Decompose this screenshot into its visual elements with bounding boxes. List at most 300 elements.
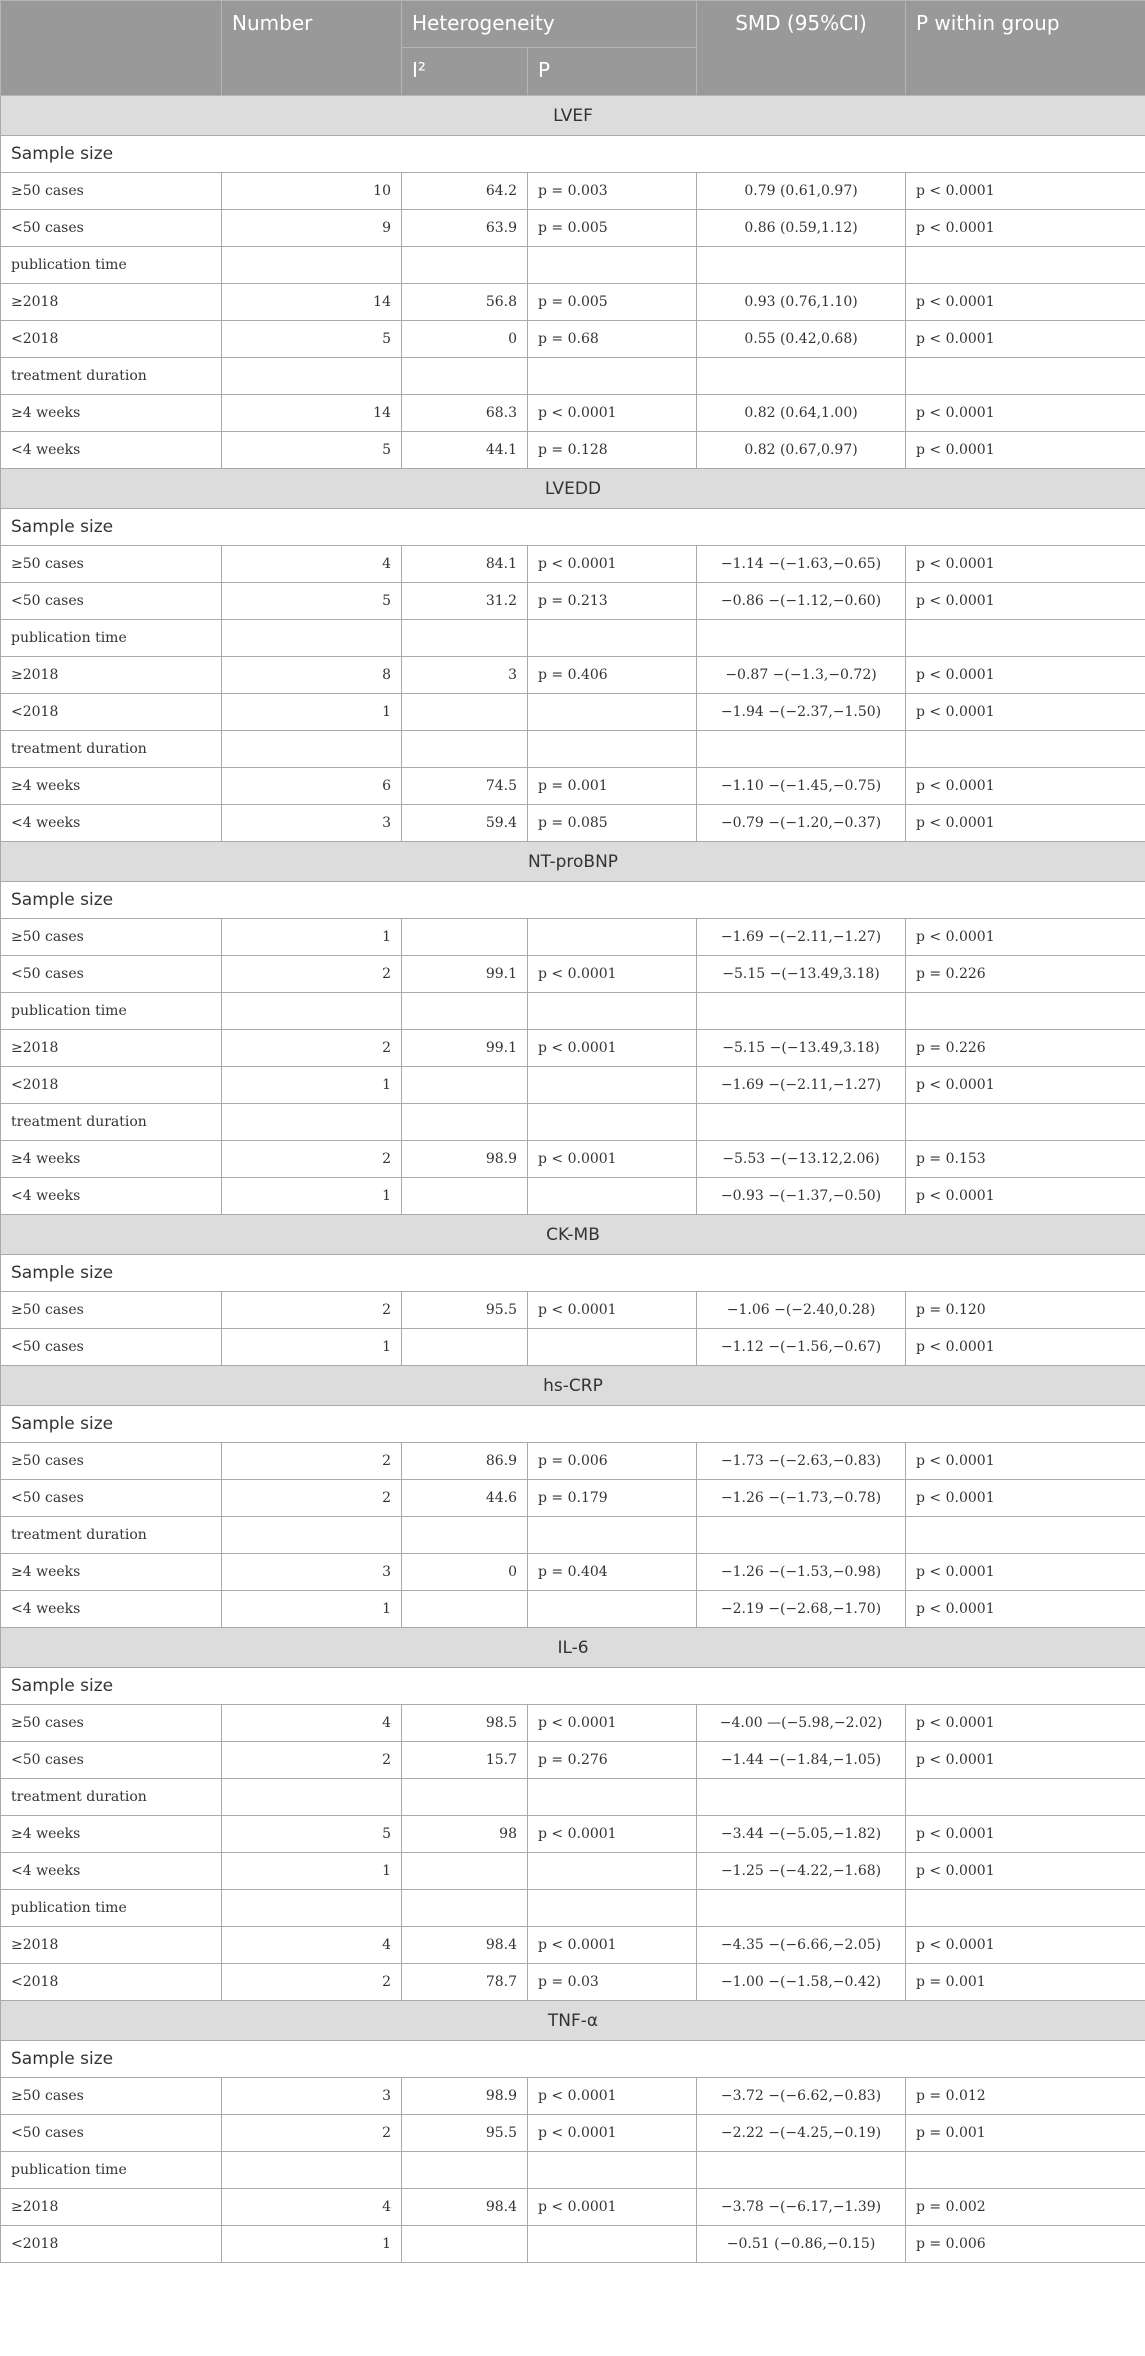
group-row	[1, 2152, 1145, 2189]
row-label: ≥50 cases	[1, 1292, 222, 1329]
i2-cell: 31.2	[402, 583, 528, 620]
i2-cell: 98.9	[402, 2078, 528, 2115]
number-cell: 1	[222, 1178, 402, 1215]
p-cell: p = 0.006	[528, 1443, 697, 1480]
group-label: Sample size	[1, 882, 1145, 919]
row-label: ≥4 weeks	[1, 1554, 222, 1591]
group-label: Sample size	[1, 1668, 1145, 1705]
p-within-cell: p = 0.012	[906, 2078, 1145, 2115]
smd-cell: −1.44 −(−1.84,−1.05)	[697, 1742, 906, 1779]
smd-cell: −1.14 −(−1.63,−0.65)	[697, 546, 906, 583]
section-title: CK-MB	[1, 1215, 1145, 1255]
p-cell: p < 0.0001	[528, 1816, 697, 1853]
smd-cell: −4.35 −(−6.66,−2.05)	[697, 1927, 906, 1964]
table-row	[1, 546, 1145, 583]
p-cell	[528, 1178, 697, 1215]
row-label: ≥4 weeks	[1, 768, 222, 805]
number-cell: 2	[222, 1030, 402, 1067]
i2-cell	[402, 694, 528, 731]
empty-cell	[402, 993, 528, 1030]
table-row	[1, 321, 1145, 358]
section-title: TNF-α	[1, 2001, 1145, 2041]
group-row	[1, 1406, 1145, 1443]
empty-cell	[222, 1779, 402, 1816]
number-cell: 3	[222, 1554, 402, 1591]
smd-cell: −1.25 −(−4.22,−1.68)	[697, 1853, 906, 1890]
smd-cell: −1.26 −(−1.53,−0.98)	[697, 1554, 906, 1591]
p-cell	[528, 1067, 697, 1104]
p-within-cell: p < 0.0001	[906, 321, 1145, 358]
number-cell: 4	[222, 1705, 402, 1742]
group-row	[1, 882, 1145, 919]
p-within-cell: p < 0.0001	[906, 1927, 1145, 1964]
number-cell: 2	[222, 1443, 402, 1480]
empty-cell	[402, 1779, 528, 1816]
group-row	[1, 136, 1145, 173]
table-row	[1, 1329, 1145, 1366]
row-label: <50 cases	[1, 1480, 222, 1517]
i2-cell: 86.9	[402, 1443, 528, 1480]
section-title: LVEF	[1, 96, 1145, 136]
row-label: ≥50 cases	[1, 173, 222, 210]
i2-cell: 15.7	[402, 1742, 528, 1779]
empty-cell	[402, 1890, 528, 1927]
empty-cell	[528, 1890, 697, 1927]
empty-cell	[528, 1517, 697, 1554]
group-label: Sample size	[1, 509, 1145, 546]
p-within-cell: p < 0.0001	[906, 1443, 1145, 1480]
group-label: Sample size	[1, 1255, 1145, 1292]
p-cell: p = 0.276	[528, 1742, 697, 1779]
header-number: Number	[222, 1, 402, 96]
p-within-cell: p = 0.001	[906, 2115, 1145, 2152]
table-row	[1, 805, 1145, 842]
number-cell: 1	[222, 1329, 402, 1366]
p-cell: p < 0.0001	[528, 1141, 697, 1178]
table-row	[1, 1554, 1145, 1591]
group-label: Sample size	[1, 2041, 1145, 2078]
p-within-cell: p = 0.006	[906, 2226, 1145, 2263]
empty-cell	[222, 620, 402, 657]
number-cell: 1	[222, 2226, 402, 2263]
table-row	[1, 1141, 1145, 1178]
section-title: LVEDD	[1, 469, 1145, 509]
table-row	[1, 2189, 1145, 2226]
p-within-cell: p < 0.0001	[906, 1554, 1145, 1591]
p-cell: p = 0.68	[528, 321, 697, 358]
table-row	[1, 2115, 1145, 2152]
number-cell: 2	[222, 1964, 402, 2001]
i2-cell: 78.7	[402, 1964, 528, 2001]
row-label: ≥50 cases	[1, 2078, 222, 2115]
row-label: <4 weeks	[1, 805, 222, 842]
i2-cell: 44.6	[402, 1480, 528, 1517]
group-label: publication time	[1, 993, 222, 1030]
p-within-cell: p < 0.0001	[906, 284, 1145, 321]
empty-cell	[402, 358, 528, 395]
section-row	[1, 1366, 1145, 1406]
table-row	[1, 956, 1145, 993]
table-row	[1, 2078, 1145, 2115]
number-cell: 14	[222, 395, 402, 432]
i2-cell	[402, 1591, 528, 1628]
row-label: <2018	[1, 1964, 222, 2001]
p-cell: p < 0.0001	[528, 2189, 697, 2226]
i2-cell: 3	[402, 657, 528, 694]
empty-cell	[528, 993, 697, 1030]
i2-cell: 59.4	[402, 805, 528, 842]
i2-cell	[402, 1329, 528, 1366]
row-label: <2018	[1, 694, 222, 731]
table-body	[1, 96, 1145, 2263]
smd-cell: 0.82 (0.64,1.00)	[697, 395, 906, 432]
table-row	[1, 583, 1145, 620]
empty-cell	[697, 247, 906, 284]
p-cell: p = 0.404	[528, 1554, 697, 1591]
p-within-cell: p < 0.0001	[906, 1067, 1145, 1104]
p-within-cell: p = 0.120	[906, 1292, 1145, 1329]
smd-cell: −1.00 −(−1.58,−0.42)	[697, 1964, 906, 2001]
i2-cell	[402, 1067, 528, 1104]
number-cell: 4	[222, 2189, 402, 2226]
table-header	[1, 1, 1145, 96]
p-cell: p < 0.0001	[528, 956, 697, 993]
i2-cell: 98.9	[402, 1141, 528, 1178]
smd-cell: −1.73 −(−2.63,−0.83)	[697, 1443, 906, 1480]
row-label: <50 cases	[1, 583, 222, 620]
p-cell	[528, 1591, 697, 1628]
i2-cell: 0	[402, 321, 528, 358]
p-cell: p = 0.085	[528, 805, 697, 842]
p-within-cell: p < 0.0001	[906, 768, 1145, 805]
p-within-cell: p < 0.0001	[906, 1742, 1145, 1779]
empty-cell	[697, 620, 906, 657]
i2-cell: 74.5	[402, 768, 528, 805]
number-cell: 2	[222, 1141, 402, 1178]
table-row	[1, 657, 1145, 694]
empty-cell	[697, 731, 906, 768]
header-p: P	[528, 48, 697, 96]
smd-cell: −0.87 −(−1.3,−0.72)	[697, 657, 906, 694]
group-row	[1, 993, 1145, 1030]
i2-cell: 99.1	[402, 1030, 528, 1067]
number-cell: 9	[222, 210, 402, 247]
smd-cell: −1.69 −(−2.11,−1.27)	[697, 919, 906, 956]
number-cell: 4	[222, 546, 402, 583]
p-cell: p < 0.0001	[528, 1292, 697, 1329]
smd-cell: 0.55 (0.42,0.68)	[697, 321, 906, 358]
empty-cell	[906, 358, 1145, 395]
smd-cell: −1.69 −(−2.11,−1.27)	[697, 1067, 906, 1104]
number-cell: 2	[222, 1292, 402, 1329]
p-cell: p < 0.0001	[528, 1030, 697, 1067]
row-label: <50 cases	[1, 210, 222, 247]
number-cell: 2	[222, 1480, 402, 1517]
smd-cell: −0.51 (−0.86,−0.15)	[697, 2226, 906, 2263]
p-cell: p = 0.03	[528, 1964, 697, 2001]
smd-cell: −3.44 −(−5.05,−1.82)	[697, 1816, 906, 1853]
table-row	[1, 1816, 1145, 1853]
group-label: treatment duration	[1, 1517, 222, 1554]
row-label: <50 cases	[1, 1742, 222, 1779]
i2-cell: 68.3	[402, 395, 528, 432]
group-row	[1, 1668, 1145, 1705]
group-row	[1, 2041, 1145, 2078]
smd-cell: −5.15 −(−13.49,3.18)	[697, 956, 906, 993]
p-within-cell: p = 0.001	[906, 1964, 1145, 2001]
empty-cell	[528, 247, 697, 284]
row-label: ≥4 weeks	[1, 1816, 222, 1853]
empty-cell	[697, 358, 906, 395]
row-label: ≥2018	[1, 1927, 222, 1964]
p-within-cell: p = 0.153	[906, 1141, 1145, 1178]
empty-cell	[697, 993, 906, 1030]
smd-cell: −1.10 −(−1.45,−0.75)	[697, 768, 906, 805]
smd-cell: −3.78 −(−6.17,−1.39)	[697, 2189, 906, 2226]
p-within-cell: p < 0.0001	[906, 805, 1145, 842]
smd-cell: −4.00 —(−5.98,−2.02)	[697, 1705, 906, 1742]
smd-cell: −0.86 −(−1.12,−0.60)	[697, 583, 906, 620]
empty-cell	[697, 1517, 906, 1554]
p-within-cell: p < 0.0001	[906, 657, 1145, 694]
p-cell: p < 0.0001	[528, 2078, 697, 2115]
empty-cell	[528, 620, 697, 657]
row-label: <2018	[1, 2226, 222, 2263]
number-cell: 5	[222, 432, 402, 469]
p-within-cell: p = 0.226	[906, 956, 1145, 993]
section-row	[1, 2001, 1145, 2041]
smd-cell: 0.79 (0.61,0.97)	[697, 173, 906, 210]
section-row	[1, 469, 1145, 509]
number-cell: 14	[222, 284, 402, 321]
table-row	[1, 432, 1145, 469]
empty-cell	[528, 731, 697, 768]
section-row	[1, 842, 1145, 882]
smd-cell: 0.86 (0.59,1.12)	[697, 210, 906, 247]
number-cell: 4	[222, 1927, 402, 1964]
group-row	[1, 1890, 1145, 1927]
group-row	[1, 1517, 1145, 1554]
empty-cell	[697, 1779, 906, 1816]
i2-cell: 99.1	[402, 956, 528, 993]
empty-cell	[906, 1890, 1145, 1927]
number-cell: 1	[222, 1591, 402, 1628]
row-label: <50 cases	[1, 1329, 222, 1366]
i2-cell	[402, 919, 528, 956]
empty-cell	[222, 1890, 402, 1927]
p-within-cell: p < 0.0001	[906, 173, 1145, 210]
empty-cell	[222, 1104, 402, 1141]
i2-cell: 63.9	[402, 210, 528, 247]
row-label: ≥4 weeks	[1, 1141, 222, 1178]
row-label: <50 cases	[1, 956, 222, 993]
p-cell: p < 0.0001	[528, 2115, 697, 2152]
empty-cell	[906, 993, 1145, 1030]
table-row	[1, 284, 1145, 321]
smd-cell: −3.72 −(−6.62,−0.83)	[697, 2078, 906, 2115]
p-within-cell: p < 0.0001	[906, 919, 1145, 956]
empty-cell	[402, 1517, 528, 1554]
section-row	[1, 96, 1145, 136]
number-cell: 2	[222, 956, 402, 993]
p-within-cell: p < 0.0001	[906, 694, 1145, 731]
empty-cell	[222, 358, 402, 395]
table-row	[1, 1964, 1145, 2001]
group-row	[1, 731, 1145, 768]
empty-cell	[222, 1517, 402, 1554]
table-row	[1, 1030, 1145, 1067]
empty-cell	[697, 2152, 906, 2189]
table-row	[1, 1742, 1145, 1779]
p-cell: p = 0.003	[528, 173, 697, 210]
group-label: Sample size	[1, 136, 1145, 173]
group-label: treatment duration	[1, 358, 222, 395]
i2-cell: 56.8	[402, 284, 528, 321]
number-cell: 1	[222, 694, 402, 731]
i2-cell: 98.4	[402, 2189, 528, 2226]
empty-cell	[906, 1517, 1145, 1554]
i2-cell: 44.1	[402, 432, 528, 469]
smd-cell: −0.93 −(−1.37,−0.50)	[697, 1178, 906, 1215]
group-row	[1, 620, 1145, 657]
group-row	[1, 358, 1145, 395]
smd-cell: −5.53 −(−13.12,2.06)	[697, 1141, 906, 1178]
smd-cell: −2.22 −(−4.25,−0.19)	[697, 2115, 906, 2152]
number-cell: 2	[222, 1742, 402, 1779]
row-label: ≥50 cases	[1, 919, 222, 956]
group-row	[1, 1255, 1145, 1292]
number-cell: 8	[222, 657, 402, 694]
empty-cell	[222, 2152, 402, 2189]
i2-cell: 95.5	[402, 1292, 528, 1329]
section-row	[1, 1215, 1145, 1255]
smd-cell: −2.19 −(−2.68,−1.70)	[697, 1591, 906, 1628]
table-row	[1, 2226, 1145, 2263]
smd-cell: −1.12 −(−1.56,−0.67)	[697, 1329, 906, 1366]
smd-cell: 0.93 (0.76,1.10)	[697, 284, 906, 321]
group-label: treatment duration	[1, 731, 222, 768]
table-row	[1, 1705, 1145, 1742]
row-label: <4 weeks	[1, 432, 222, 469]
empty-cell	[528, 1779, 697, 1816]
number-cell: 1	[222, 1067, 402, 1104]
p-cell: p = 0.005	[528, 284, 697, 321]
i2-cell	[402, 1178, 528, 1215]
smd-cell: −1.06 −(−2.40,0.28)	[697, 1292, 906, 1329]
empty-cell	[222, 993, 402, 1030]
p-within-cell: p < 0.0001	[906, 432, 1145, 469]
p-within-cell: p < 0.0001	[906, 1853, 1145, 1890]
p-cell: p = 0.406	[528, 657, 697, 694]
p-within-cell: p < 0.0001	[906, 1816, 1145, 1853]
empty-cell	[402, 731, 528, 768]
empty-cell	[402, 620, 528, 657]
group-label: publication time	[1, 1890, 222, 1927]
table-row	[1, 768, 1145, 805]
number-cell: 3	[222, 805, 402, 842]
row-label: ≥50 cases	[1, 1705, 222, 1742]
section-title: hs-CRP	[1, 1366, 1145, 1406]
row-label: <2018	[1, 321, 222, 358]
number-cell: 1	[222, 1853, 402, 1890]
smd-cell: −5.15 −(−13.49,3.18)	[697, 1030, 906, 1067]
group-label: publication time	[1, 2152, 222, 2189]
empty-cell	[222, 247, 402, 284]
table-row	[1, 1067, 1145, 1104]
number-cell: 2	[222, 2115, 402, 2152]
number-cell: 5	[222, 1816, 402, 1853]
empty-cell	[402, 2152, 528, 2189]
table-row	[1, 210, 1145, 247]
row-label: <50 cases	[1, 2115, 222, 2152]
row-label: <2018	[1, 1067, 222, 1104]
smd-cell: −1.26 −(−1.73,−0.78)	[697, 1480, 906, 1517]
p-cell: p < 0.0001	[528, 546, 697, 583]
group-label: treatment duration	[1, 1104, 222, 1141]
group-label: Sample size	[1, 1406, 1145, 1443]
number-cell: 10	[222, 173, 402, 210]
header-blank	[1, 1, 222, 96]
table-row	[1, 1178, 1145, 1215]
p-cell	[528, 1329, 697, 1366]
row-label: <4 weeks	[1, 1178, 222, 1215]
group-row	[1, 509, 1145, 546]
empty-cell	[528, 1104, 697, 1141]
p-cell: p = 0.001	[528, 768, 697, 805]
empty-cell	[528, 358, 697, 395]
table-row	[1, 395, 1145, 432]
row-label: ≥4 weeks	[1, 395, 222, 432]
table-row	[1, 1443, 1145, 1480]
header-i2: I²	[402, 48, 528, 96]
empty-cell	[697, 1104, 906, 1141]
group-row	[1, 1779, 1145, 1816]
empty-cell	[906, 731, 1145, 768]
empty-cell	[697, 1890, 906, 1927]
p-cell: p = 0.005	[528, 210, 697, 247]
i2-cell: 64.2	[402, 173, 528, 210]
group-label: publication time	[1, 247, 222, 284]
header-heterogeneity: Heterogeneity	[402, 1, 697, 48]
p-within-cell: p < 0.0001	[906, 1178, 1145, 1215]
row-label: ≥2018	[1, 284, 222, 321]
table-row	[1, 1591, 1145, 1628]
p-cell: p = 0.128	[528, 432, 697, 469]
table-row	[1, 1853, 1145, 1890]
i2-cell: 98.4	[402, 1927, 528, 1964]
empty-cell	[528, 2152, 697, 2189]
empty-cell	[906, 2152, 1145, 2189]
row-label: ≥2018	[1, 657, 222, 694]
smd-cell: −1.94 −(−2.37,−1.50)	[697, 694, 906, 731]
empty-cell	[906, 247, 1145, 284]
smd-cell: −0.79 −(−1.20,−0.37)	[697, 805, 906, 842]
smd-cell: 0.82 (0.67,0.97)	[697, 432, 906, 469]
p-within-cell: p < 0.0001	[906, 546, 1145, 583]
table-row	[1, 1292, 1145, 1329]
table-row	[1, 173, 1145, 210]
group-label: publication time	[1, 620, 222, 657]
p-cell	[528, 694, 697, 731]
empty-cell	[906, 1779, 1145, 1816]
p-within-cell: p < 0.0001	[906, 210, 1145, 247]
i2-cell	[402, 1853, 528, 1890]
group-row	[1, 1104, 1145, 1141]
empty-cell	[222, 731, 402, 768]
i2-cell: 95.5	[402, 2115, 528, 2152]
p-cell	[528, 2226, 697, 2263]
section-title: IL-6	[1, 1628, 1145, 1668]
